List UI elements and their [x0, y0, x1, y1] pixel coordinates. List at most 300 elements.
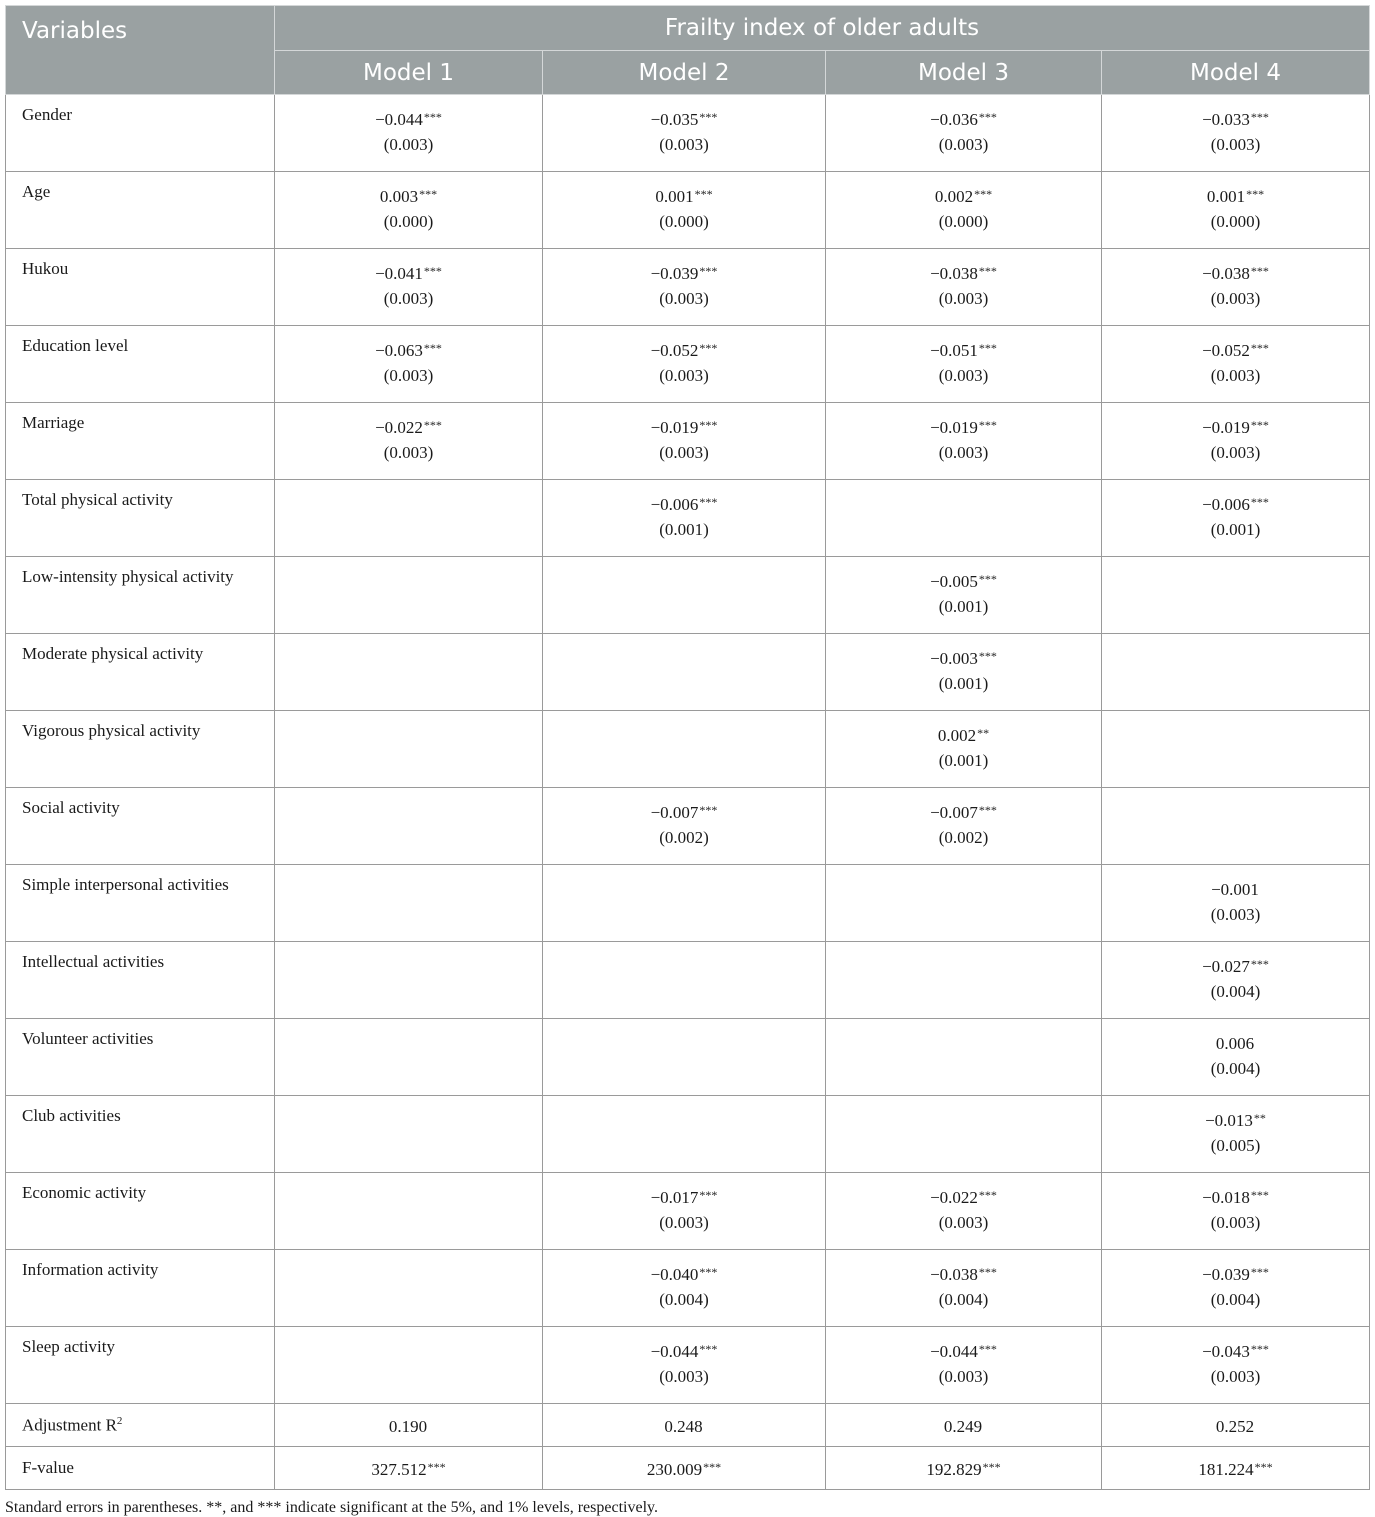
- significance-stars: ***: [1246, 187, 1265, 201]
- coefficient-estimate: [826, 721, 1101, 748]
- standard-error: (0.003): [659, 366, 709, 385]
- significance-stars: ***: [1254, 1459, 1273, 1474]
- standard-error: (0.003): [938, 1367, 989, 1386]
- coefficient-cell: [543, 480, 826, 557]
- coefficient-cell: [1102, 480, 1370, 557]
- coefficient-cell: [275, 865, 543, 942]
- estimate-value: −0.044: [930, 1342, 978, 1361]
- stat-value: 181.224: [1198, 1459, 1254, 1479]
- coefficient-estimate: [275, 567, 542, 594]
- significance-stars: ***: [1250, 957, 1269, 971]
- coefficient-cell: [275, 1173, 543, 1250]
- coefficient-estimate: [543, 105, 825, 132]
- coefficient-cell: [275, 711, 543, 788]
- coefficient-estimate: [826, 413, 1101, 440]
- coefficient-cell: [543, 557, 826, 634]
- estimate-value: −0.001: [1211, 880, 1259, 899]
- estimate-value: −0.019: [1202, 418, 1250, 437]
- significance-stars: ***: [699, 341, 718, 355]
- coefficient-estimate: [543, 336, 825, 363]
- coefficient-estimate: [1102, 567, 1369, 594]
- coefficient-cell: [543, 403, 826, 480]
- coefficient-estimate: [543, 1260, 825, 1287]
- coefficient-estimate: [275, 413, 542, 440]
- standard-error: (0.001): [938, 751, 989, 770]
- standard-error: (0.004): [1210, 982, 1261, 1001]
- significance-stars: ***: [703, 1459, 722, 1474]
- standard-error: (0.003): [1210, 905, 1261, 924]
- significance-stars: ***: [1250, 1188, 1269, 1202]
- estimate-value: −0.007: [930, 803, 978, 822]
- estimate-value: −0.041: [375, 264, 423, 283]
- coefficient-estimate: [275, 952, 542, 979]
- coefficient-cell: [1102, 711, 1370, 788]
- estimate-value: −0.038: [930, 1265, 978, 1284]
- estimate-value: −0.051: [930, 341, 978, 360]
- coefficient-estimate: [826, 875, 1101, 902]
- stat-value: 0.249: [943, 1416, 983, 1436]
- standard-error: (0.001): [938, 674, 989, 693]
- stat-row: [6, 1447, 1370, 1490]
- significance-stars: ***: [978, 418, 997, 432]
- coefficient-estimate: [543, 875, 825, 902]
- significance-stars: ***: [978, 341, 997, 355]
- stat-value: 327.512: [371, 1459, 427, 1479]
- estimate-value: −0.019: [930, 418, 978, 437]
- table-row: [6, 634, 1370, 711]
- standard-error: (0.003): [1210, 443, 1261, 462]
- coefficient-estimate: [275, 490, 542, 517]
- coefficient-cell: [826, 1173, 1102, 1250]
- coefficient-estimate: [826, 105, 1101, 132]
- variable-label: Gender: [6, 95, 275, 172]
- standard-error: (0.000): [383, 212, 434, 231]
- stat-cell: [826, 1447, 1102, 1490]
- coefficient-cell: [543, 942, 826, 1019]
- coefficient-cell: [275, 1250, 543, 1327]
- regression-table-container: [5, 5, 1369, 1517]
- table-row: [6, 1173, 1370, 1250]
- coefficient-estimate: [275, 1337, 542, 1364]
- estimate-value: −0.019: [650, 418, 699, 437]
- coefficient-cell: [543, 1019, 826, 1096]
- significance-stars: ***: [699, 495, 718, 509]
- coefficient-estimate: [543, 182, 825, 209]
- coefficient-cell: [275, 403, 543, 480]
- coefficient-cell: [543, 634, 826, 711]
- coefficient-estimate: [275, 798, 542, 825]
- significance-stars: ***: [1250, 495, 1269, 509]
- superscript: 2: [116, 1414, 123, 1427]
- coefficient-cell: [826, 1250, 1102, 1327]
- variable-label: Age: [6, 172, 275, 249]
- standard-error: (0.003): [659, 135, 709, 154]
- variable-label: Education level: [6, 326, 275, 403]
- significance-stars: ***: [978, 1188, 997, 1202]
- significance-stars: ***: [699, 1342, 718, 1356]
- table-row: [6, 788, 1370, 865]
- coefficient-cell: [1102, 1019, 1370, 1096]
- estimate-value: −0.003: [930, 649, 978, 668]
- coefficient-cell: [275, 557, 543, 634]
- estimate-value: −0.063: [375, 341, 423, 360]
- coefficient-estimate: [543, 1029, 825, 1056]
- coefficient-estimate: [826, 644, 1101, 671]
- coefficient-estimate: [275, 259, 542, 286]
- standard-error: (0.003): [383, 135, 434, 154]
- coefficient-estimate: [543, 1183, 825, 1210]
- significance-stars: ***: [1250, 418, 1269, 432]
- estimate-value: 0.003: [379, 187, 419, 206]
- estimate-value: −0.007: [650, 803, 699, 822]
- variable-label: Moderate physical activity: [6, 634, 275, 711]
- significance-stars: ***: [419, 187, 438, 201]
- model-3-header: Model 3: [826, 51, 1102, 95]
- standard-error: (0.003): [1210, 366, 1261, 385]
- standard-error: (0.003): [383, 289, 434, 308]
- coefficient-cell: [1102, 865, 1370, 942]
- coefficient-estimate: [1102, 1183, 1369, 1210]
- stat-label: [6, 1404, 275, 1447]
- stat-cell: [275, 1404, 543, 1447]
- coefficient-cell: [826, 326, 1102, 403]
- significance-stars: ***: [694, 187, 713, 201]
- model-1-header: Model 1: [275, 51, 543, 95]
- estimate-value: 0.001: [1206, 187, 1246, 206]
- standard-error: (0.003): [938, 135, 989, 154]
- standard-error: (0.003): [938, 443, 989, 462]
- standard-error: (0.002): [659, 828, 709, 847]
- coefficient-cell: [543, 711, 826, 788]
- coefficient-cell: [275, 249, 543, 326]
- significance-stars: ***: [699, 1265, 718, 1279]
- coefficient-estimate: [275, 875, 542, 902]
- table-row: [6, 1019, 1370, 1096]
- estimate-value: −0.043: [1202, 1342, 1250, 1361]
- stat-cell: [826, 1404, 1102, 1447]
- coefficient-estimate: [543, 1106, 825, 1133]
- significance-stars: ***: [699, 803, 718, 817]
- table-row: [6, 711, 1370, 788]
- coefficient-cell: [275, 1019, 543, 1096]
- variable-label: Economic activity: [6, 1173, 275, 1250]
- coefficient-estimate: [275, 644, 542, 671]
- coefficient-cell: [826, 403, 1102, 480]
- table-row: [6, 249, 1370, 326]
- estimate-value: −0.005: [930, 572, 978, 591]
- coefficient-cell: [1102, 1250, 1370, 1327]
- coefficient-cell: [1102, 557, 1370, 634]
- coefficient-estimate: [826, 1260, 1101, 1287]
- stat-cell: [1102, 1447, 1370, 1490]
- variable-label: Vigorous physical activity: [6, 711, 275, 788]
- significance-stars: ***: [699, 110, 718, 124]
- coefficient-cell: [543, 172, 826, 249]
- coefficient-cell: [1102, 942, 1370, 1019]
- coefficient-estimate: [1102, 644, 1369, 671]
- significance-stars: ***: [974, 187, 993, 201]
- variable-label: Social activity: [6, 788, 275, 865]
- variable-label: Total physical activity: [6, 480, 275, 557]
- estimate-value: −0.044: [650, 1342, 699, 1361]
- coefficient-estimate: [826, 1029, 1101, 1056]
- table-row: [6, 480, 1370, 557]
- significance-stars: ***: [699, 1188, 718, 1202]
- estimate-value: −0.018: [1202, 1188, 1250, 1207]
- model-4-header: Model 4: [1102, 51, 1370, 95]
- coefficient-cell: [543, 1173, 826, 1250]
- estimate-value: −0.038: [1202, 264, 1250, 283]
- coefficient-estimate: [275, 1183, 542, 1210]
- coefficient-cell: [826, 172, 1102, 249]
- stat-value: 230.009: [646, 1459, 703, 1479]
- coefficient-cell: [826, 788, 1102, 865]
- standard-error: (0.004): [659, 1290, 709, 1309]
- table-row: [6, 172, 1370, 249]
- table-row: [6, 557, 1370, 634]
- estimate-value: −0.044: [375, 110, 423, 129]
- coefficient-cell: [543, 326, 826, 403]
- coefficient-cell: [1102, 788, 1370, 865]
- coefficient-estimate: [275, 1106, 542, 1133]
- coefficient-cell: [275, 326, 543, 403]
- coefficient-cell: [1102, 634, 1370, 711]
- coefficient-estimate: [1102, 875, 1369, 902]
- coefficient-cell: [275, 480, 543, 557]
- table-row: [6, 326, 1370, 403]
- coefficient-cell: [275, 634, 543, 711]
- estimate-value: −0.039: [650, 264, 699, 283]
- table-row: [6, 942, 1370, 1019]
- table-row: [6, 95, 1370, 172]
- coefficient-estimate: [543, 721, 825, 748]
- coefficient-cell: [826, 249, 1102, 326]
- estimate-value: −0.017: [650, 1188, 699, 1207]
- standard-error: (0.001): [659, 520, 709, 539]
- coefficient-estimate: [275, 1260, 542, 1287]
- estimate-value: 0.006: [1215, 1034, 1255, 1053]
- coefficient-cell: [826, 95, 1102, 172]
- coefficient-cell: [275, 788, 543, 865]
- significance-stars: ***: [1250, 1342, 1269, 1356]
- coefficient-cell: [275, 942, 543, 1019]
- coefficient-cell: [826, 480, 1102, 557]
- coefficient-estimate: [1102, 336, 1369, 363]
- standard-error: (0.003): [383, 443, 434, 462]
- standard-error: (0.002): [938, 828, 989, 847]
- stat-value: 0.248: [664, 1416, 703, 1436]
- variable-label: Hukou: [6, 249, 275, 326]
- significance-stars: ***: [1250, 341, 1269, 355]
- estimate-value: −0.052: [1202, 341, 1250, 360]
- coefficient-estimate: [826, 798, 1101, 825]
- coefficient-estimate: [1102, 182, 1369, 209]
- stat-value: 192.829: [926, 1459, 982, 1479]
- standard-error: (0.003): [659, 1213, 709, 1232]
- significance-stars: ***: [423, 341, 442, 355]
- standard-error: (0.004): [1210, 1059, 1261, 1078]
- coefficient-cell: [543, 1096, 826, 1173]
- variables-header: Variables: [6, 6, 275, 95]
- coefficient-cell: [826, 942, 1102, 1019]
- coefficient-estimate: [275, 182, 542, 209]
- coefficient-estimate: [1102, 1029, 1369, 1056]
- coefficient-cell: [826, 865, 1102, 942]
- standard-error: (0.003): [1210, 1213, 1261, 1232]
- coefficient-cell: [1102, 95, 1370, 172]
- significance-stars: ***: [1250, 110, 1269, 124]
- standard-error: (0.003): [938, 1213, 989, 1232]
- coefficient-estimate: [275, 1029, 542, 1056]
- coefficient-cell: [1102, 1327, 1370, 1404]
- coefficient-estimate: [1102, 1337, 1369, 1364]
- significance-stars: ***: [978, 264, 997, 278]
- coefficient-estimate: [543, 952, 825, 979]
- table-row: [6, 1327, 1370, 1404]
- coefficient-cell: [543, 1327, 826, 1404]
- estimate-value: 0.002: [937, 726, 977, 745]
- coefficient-estimate: [543, 644, 825, 671]
- standard-error: (0.000): [938, 212, 989, 231]
- coefficient-estimate: [1102, 1106, 1369, 1133]
- estimate-value: −0.052: [650, 341, 699, 360]
- coefficient-cell: [1102, 172, 1370, 249]
- model-2-header: Model 2: [543, 51, 826, 95]
- standard-error: (0.003): [383, 366, 434, 385]
- coefficient-estimate: [826, 952, 1101, 979]
- variable-label: Low-intensity physical activity: [6, 557, 275, 634]
- coefficient-estimate: [826, 567, 1101, 594]
- coefficient-estimate: [1102, 413, 1369, 440]
- significance-stars: ***: [982, 1459, 1001, 1474]
- table-row: [6, 1096, 1370, 1173]
- table-row: [6, 1250, 1370, 1327]
- coefficient-estimate: [543, 798, 825, 825]
- coefficient-estimate: [275, 721, 542, 748]
- frailty-index-header: Frailty index of older adults: [275, 6, 1370, 51]
- standard-error: (0.000): [659, 212, 709, 231]
- coefficient-cell: [275, 1327, 543, 1404]
- coefficient-estimate: [1102, 105, 1369, 132]
- coefficient-estimate: [826, 1183, 1101, 1210]
- estimate-value: −0.033: [1202, 110, 1250, 129]
- standard-error: (0.001): [938, 597, 989, 616]
- coefficient-cell: [275, 172, 543, 249]
- estimate-value: −0.006: [1202, 495, 1250, 514]
- stat-cell: [543, 1447, 826, 1490]
- standard-error: (0.004): [1210, 1290, 1261, 1309]
- standard-error: (0.003): [1210, 135, 1261, 154]
- estimate-value: −0.022: [375, 418, 423, 437]
- coefficient-estimate: [826, 336, 1101, 363]
- significance-stars: ***: [427, 1459, 446, 1474]
- stat-row: [6, 1404, 1370, 1447]
- coefficient-estimate: [826, 490, 1101, 517]
- variable-label: Volunteer activities: [6, 1019, 275, 1096]
- variable-label: Club activities: [6, 1096, 275, 1173]
- coefficient-estimate: [543, 567, 825, 594]
- standard-error: (0.003): [659, 289, 709, 308]
- estimate-value: −0.027: [1202, 957, 1250, 976]
- significance-stars: ***: [423, 418, 442, 432]
- significance-stars: ***: [978, 649, 997, 663]
- significance-stars: ***: [978, 803, 997, 817]
- standard-error: (0.005): [1210, 1136, 1261, 1155]
- coefficient-estimate: [826, 1337, 1101, 1364]
- coefficient-estimate: [1102, 490, 1369, 517]
- estimate-value: −0.022: [930, 1188, 978, 1207]
- coefficient-cell: [543, 788, 826, 865]
- variable-label: Marriage: [6, 403, 275, 480]
- coefficient-cell: [1102, 403, 1370, 480]
- table-footnote: Standard errors in parentheses. **, and *** indicate significant at the 5%, and 1% levels, respectively.: [5, 1499, 658, 1516]
- significance-stars: ***: [1250, 1265, 1269, 1279]
- variable-label: Simple interpersonal activities: [6, 865, 275, 942]
- estimate-value: 0.001: [655, 187, 694, 206]
- estimate-value: −0.040: [650, 1265, 699, 1284]
- table-body: [6, 95, 1370, 1490]
- coefficient-cell: [543, 249, 826, 326]
- coefficient-cell: [1102, 249, 1370, 326]
- coefficient-cell: [543, 95, 826, 172]
- standard-error: (0.003): [1210, 289, 1261, 308]
- standard-error: (0.003): [659, 443, 709, 462]
- standard-error: (0.003): [938, 366, 989, 385]
- estimate-value: −0.006: [650, 495, 699, 514]
- standard-error: (0.003): [938, 289, 989, 308]
- significance-stars: **: [977, 726, 990, 740]
- stat-value: 0.190: [388, 1416, 428, 1436]
- significance-stars: ***: [978, 1265, 997, 1279]
- standard-error: (0.004): [938, 1290, 989, 1309]
- significance-stars: ***: [423, 264, 442, 278]
- coefficient-cell: [826, 1019, 1102, 1096]
- table-row: [6, 865, 1370, 942]
- coefficient-estimate: [1102, 721, 1369, 748]
- coefficient-cell: [1102, 1173, 1370, 1250]
- estimate-value: −0.035: [650, 110, 699, 129]
- stat-value: 0.252: [1215, 1416, 1255, 1436]
- significance-stars: ***: [699, 264, 718, 278]
- significance-stars: ***: [1250, 264, 1269, 278]
- stat-cell: [543, 1404, 826, 1447]
- significance-stars: **: [1253, 1111, 1266, 1125]
- coefficient-estimate: [1102, 798, 1369, 825]
- estimate-value: −0.036: [930, 110, 978, 129]
- standard-error: (0.003): [1210, 1367, 1261, 1386]
- coefficient-estimate: [275, 105, 542, 132]
- stat-cell: [275, 1447, 543, 1490]
- significance-stars: ***: [978, 110, 997, 124]
- coefficient-cell: [826, 634, 1102, 711]
- stat-label-text: F-value: [22, 1458, 74, 1477]
- coefficient-estimate: [543, 413, 825, 440]
- coefficient-cell: [826, 1327, 1102, 1404]
- coefficient-estimate: [543, 259, 825, 286]
- coefficient-cell: [1102, 326, 1370, 403]
- estimate-value: −0.038: [930, 264, 978, 283]
- coefficient-cell: [826, 1096, 1102, 1173]
- variable-label: Intellectual activities: [6, 942, 275, 1019]
- coefficient-estimate: [826, 182, 1101, 209]
- stat-label-text: Adjustment R: [22, 1415, 117, 1435]
- estimate-value: −0.013: [1205, 1111, 1253, 1130]
- standard-error: (0.003): [659, 1367, 709, 1386]
- coefficient-estimate: [543, 490, 825, 517]
- significance-stars: ***: [978, 572, 997, 586]
- significance-stars: ***: [699, 418, 718, 432]
- significance-stars: ***: [978, 1342, 997, 1356]
